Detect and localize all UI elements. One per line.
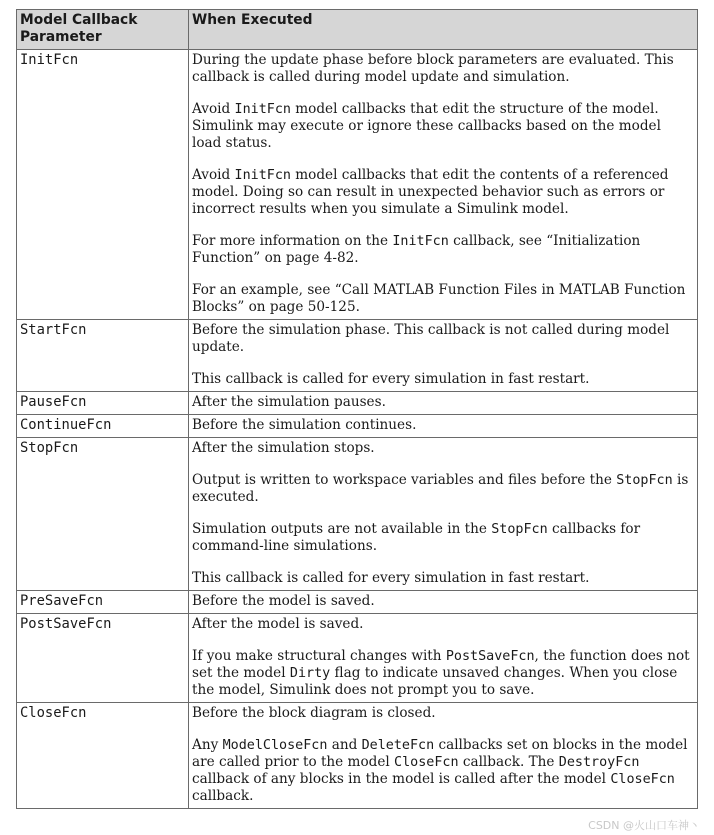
callback-parameter-cell: StartFcn	[17, 320, 189, 392]
description-paragraph	[192, 101, 694, 152]
text-segment: Before the model is saved.	[192, 593, 375, 609]
description-paragraph	[192, 521, 694, 555]
table-body	[17, 50, 698, 809]
table-row	[17, 50, 698, 320]
text-segment: During the update phase before block parameters are evaluated. This callback is called during model update and simulation.	[192, 52, 674, 85]
description-paragraph	[192, 233, 694, 267]
code-term: ModelCloseFcn	[222, 738, 328, 753]
text-segment: Avoid	[192, 167, 235, 183]
table-header-row	[17, 10, 698, 50]
text-segment: flag to indicate unsaved changes. When you close the model, Simulink does not prompt you to save.	[192, 665, 678, 698]
column-header-parameter: Model Callback Parameter	[17, 10, 189, 50]
text-segment: and	[327, 737, 362, 753]
when-executed-cell	[189, 320, 698, 392]
callback-parameter-cell: PreSaveFcn	[17, 591, 189, 614]
table-row	[17, 438, 698, 591]
callback-parameter-cell: StopFcn	[17, 438, 189, 591]
text-segment: is executed.	[192, 472, 689, 505]
text-segment: This callback is called for every simulation in fast restart.	[192, 570, 590, 586]
column-header-when: When Executed	[189, 10, 698, 50]
when-executed-cell	[189, 50, 698, 320]
text-segment: model callbacks that edit the contents of a referenced model. Doing so can result in unexpected behavior such as errors or incorrect results when you simulate a Simulink model.	[192, 167, 669, 217]
text-segment: Before the simulation continues.	[192, 417, 417, 433]
callback-parameter-cell: ContinueFcn	[17, 415, 189, 438]
code-term: InitFcn	[392, 234, 449, 249]
description-paragraph	[192, 394, 694, 411]
description-paragraph	[192, 616, 694, 633]
table-row	[17, 415, 698, 438]
code-term: InitFcn	[234, 168, 291, 183]
code-term: PostSaveFcn	[445, 649, 535, 664]
text-segment: callbacks for command-line simulations.	[192, 521, 641, 554]
code-term: InitFcn	[234, 102, 291, 117]
text-segment: Simulation outputs are not available in the	[192, 521, 492, 537]
callback-parameter-cell: PauseFcn	[17, 392, 189, 415]
description-paragraph	[192, 282, 694, 316]
code-term: DeleteFcn	[361, 738, 435, 753]
description-paragraph	[192, 472, 694, 506]
code-term: CloseFcn	[610, 772, 675, 787]
table-row	[17, 392, 698, 415]
text-segment: Avoid	[192, 101, 235, 117]
when-executed-cell	[189, 415, 698, 438]
text-segment: Output is written to workspace variables and files before the	[192, 472, 617, 488]
description-paragraph	[192, 737, 694, 805]
code-term: DestroyFcn	[558, 755, 640, 770]
text-segment: callback of any blocks in the model is called after the model	[192, 771, 611, 787]
description-paragraph	[192, 440, 694, 457]
when-executed-cell	[189, 392, 698, 415]
callback-parameter-cell: CloseFcn	[17, 703, 189, 809]
code-term: StopFcn	[491, 522, 548, 537]
table-row	[17, 320, 698, 392]
description-paragraph	[192, 570, 694, 587]
description-paragraph	[192, 52, 694, 86]
text-segment: model callbacks that edit the structure of the model. Simulink may execute or ignore these callbacks based on the model load status.	[192, 101, 661, 151]
text-segment: If you make structural changes with	[192, 648, 446, 664]
table-row	[17, 614, 698, 703]
text-segment: callbacks set on blocks in the model are called prior to the model	[192, 737, 688, 770]
description-paragraph	[192, 705, 694, 722]
text-segment: For an example, see “Call MATLAB Function Files in MATLAB Function Blocks” on page 50-125.	[192, 282, 686, 315]
text-segment: Before the simulation phase. This callback is not called during model update.	[192, 322, 670, 355]
callback-table	[16, 9, 698, 809]
callback-parameter-cell: InitFcn	[17, 50, 189, 320]
text-segment: For more information on the	[192, 233, 393, 249]
text-segment: After the model is saved.	[192, 616, 364, 632]
text-segment: Any	[192, 737, 223, 753]
watermark: CSDN @火山口车神丶	[588, 819, 700, 832]
description-paragraph	[192, 167, 694, 218]
table-row	[17, 703, 698, 809]
table-row	[17, 591, 698, 614]
text-segment: callback. The	[458, 754, 559, 770]
when-executed-cell	[189, 591, 698, 614]
code-term: CloseFcn	[394, 755, 459, 770]
text-segment: callback, see “Initialization Function” on page 4-82.	[192, 233, 641, 266]
code-term: Dirty	[289, 666, 331, 681]
code-term: StopFcn	[616, 473, 673, 488]
when-executed-cell	[189, 438, 698, 591]
description-paragraph	[192, 417, 694, 434]
text-segment: This callback is called for every simulation in fast restart.	[192, 371, 590, 387]
text-segment: Before the block diagram is closed.	[192, 705, 436, 721]
text-segment: After the simulation pauses.	[192, 394, 386, 410]
callback-parameter-cell: PostSaveFcn	[17, 614, 189, 703]
when-executed-cell	[189, 703, 698, 809]
description-paragraph	[192, 648, 694, 699]
description-paragraph	[192, 371, 694, 388]
when-executed-cell	[189, 614, 698, 703]
text-segment: callback.	[192, 788, 254, 804]
description-paragraph	[192, 322, 694, 356]
description-paragraph	[192, 593, 694, 610]
text-segment: After the simulation stops.	[192, 440, 375, 456]
text-segment: , the function does not set the model	[192, 648, 690, 681]
